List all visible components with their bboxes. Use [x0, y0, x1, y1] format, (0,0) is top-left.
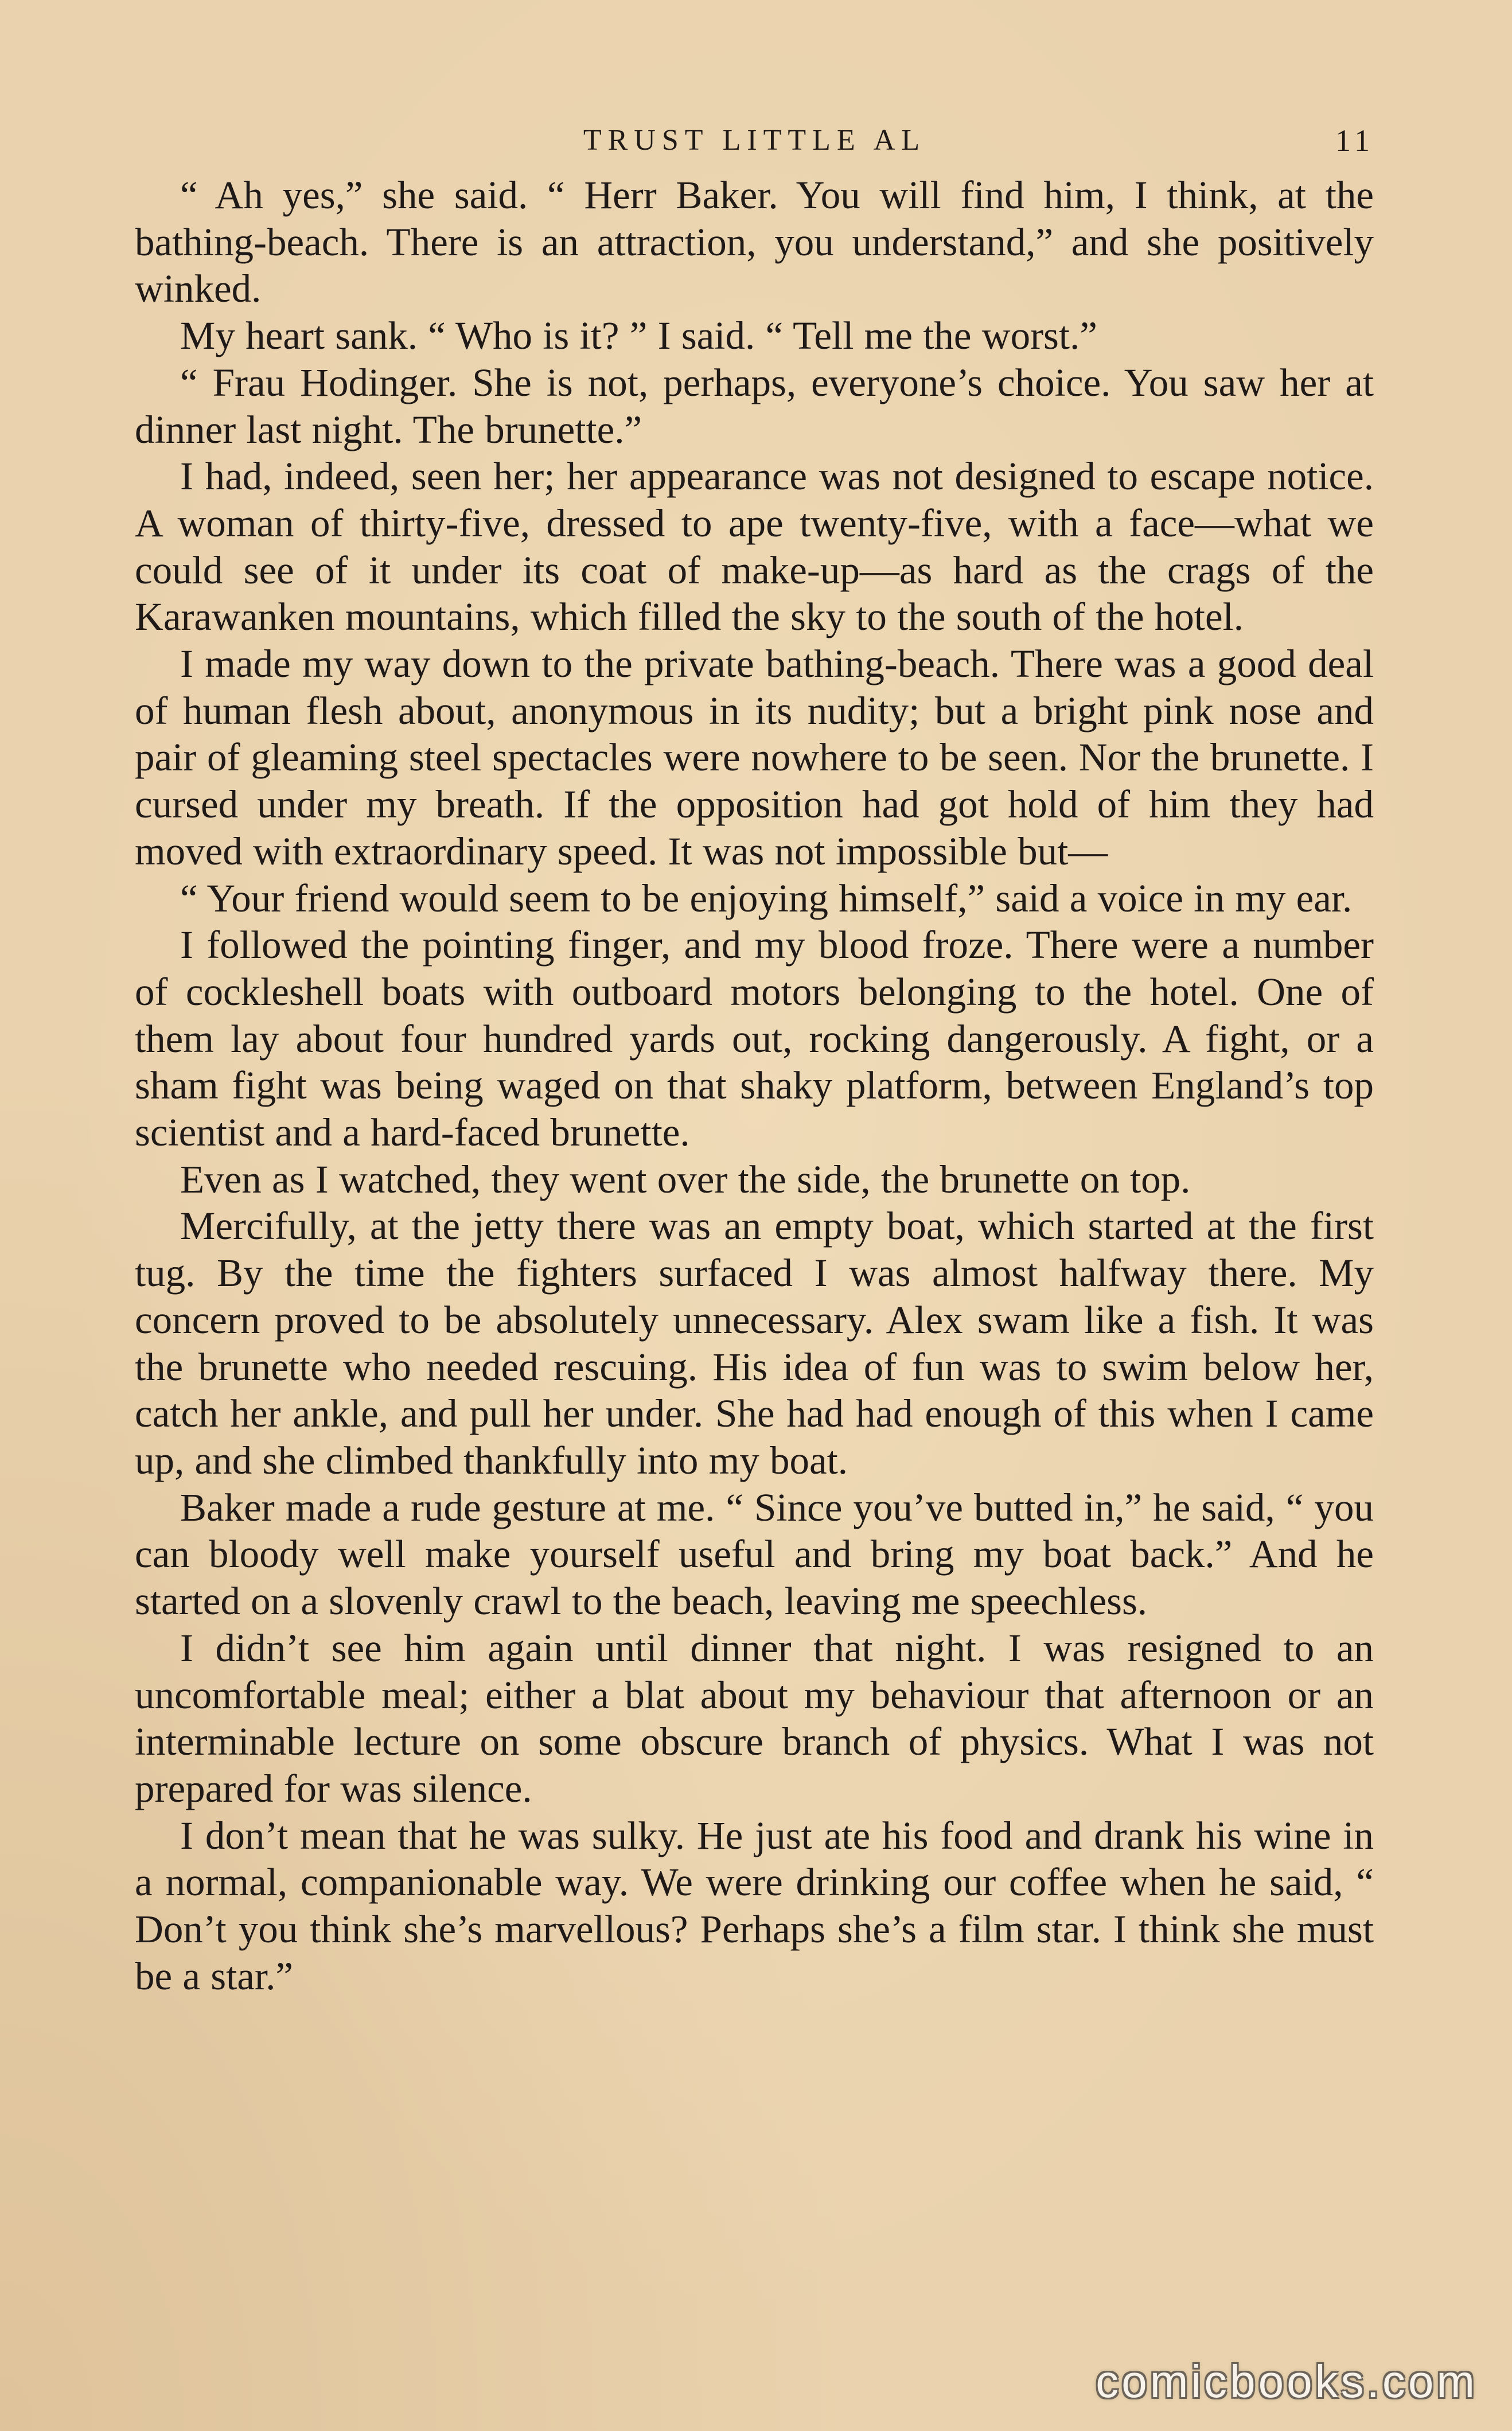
- paragraph: My heart sank. “ Who is it? ” I said. “ Tell me the worst.”: [180, 314, 1097, 358]
- paragraph: Even as I watched, they went over the side, the brunette on top.: [180, 1157, 1191, 1201]
- paragraph: “ Frau Hodinger. She is not, perhaps, everyone’s choice. You saw her at dinner last night. The brunette.”: [135, 360, 1374, 451]
- paragraph: I don’t mean that he was sulky. He just ate his food and drank his wine in a normal, companionable way. We were drinking our coffee when he said, “ Don’t you think she’s marvellous? Perhaps she’s a film star. I think she must be a star.”: [135, 1813, 1374, 1998]
- running-header: [135, 118, 1374, 163]
- body-text: [135, 172, 1374, 2000]
- watermark: comicbooks.com: [1096, 2356, 1478, 2407]
- paragraph: I didn’t see him again until dinner that night. I was resigned to an uncomfortable meal; either a blat about my behaviour that afternoon or an interminable lecture on some obscure branch of physics. What I was not prepared for was silence.: [135, 1626, 1374, 1810]
- running-title: TRUST LITTLE AL: [583, 124, 926, 157]
- page-number: 11: [1335, 123, 1374, 158]
- paragraph: Baker made a rude gesture at me. “ Since you’ve butted in,” he said, “ you can bloody well make yourself useful and bring my boat back.” And he started on a slovenly crawl to the beach, leaving me speechless.: [135, 1485, 1374, 1623]
- paragraph: Mercifully, at the jetty there was an empty boat, which started at the first tug. By the time the fighters surfaced I was almost halfway there. My concern proved to be absolutely unnecessary. Alex swam like a fish. It was the brunette who needed rescuing. His idea of fun was to swim below her, catch her ankle, and pull her under. She had had enough of this when I came up, and she climbed thankfully into my boat.: [135, 1204, 1374, 1482]
- paragraph: “ Ah yes,” she said. “ Herr Baker. You will find him, I think, at the bathing-beach. There is an attraction, you understand,” and she positively winked.: [135, 173, 1374, 311]
- paragraph: I followed the pointing finger, and my blood froze. There were a number of cockleshell boats with outboard motors belonging to the hotel. One of them lay about four hundred yards out, rocking dangerously. A fight, or a sham fight was being waged on that shaky platform, between England’s top scientist and a hard-faced brunette.: [135, 923, 1374, 1155]
- paragraph: I made my way down to the private bathing-beach. There was a good deal of human flesh about, anonymous in its nudity; but a bright pink nose and pair of gleaming steel spectacles were nowhere to be seen. Nor the brunette. I cursed under my breath. If the opposition had got hold of him they had moved with extraordinary speed. It was not impossible but—: [135, 642, 1374, 873]
- paragraph: “ Your friend would seem to be enjoying himself,” said a voice in my ear.: [180, 876, 1353, 920]
- paragraph: I had, indeed, seen her; her appearance was not designed to escape notice. A woman of thirty-five, dressed to ape twenty-five, with a face—what we could see of it under its coat of make-up—as hard as the crags of the Karawanken mountains, which filled the sky to the south of the hotel.: [135, 454, 1374, 639]
